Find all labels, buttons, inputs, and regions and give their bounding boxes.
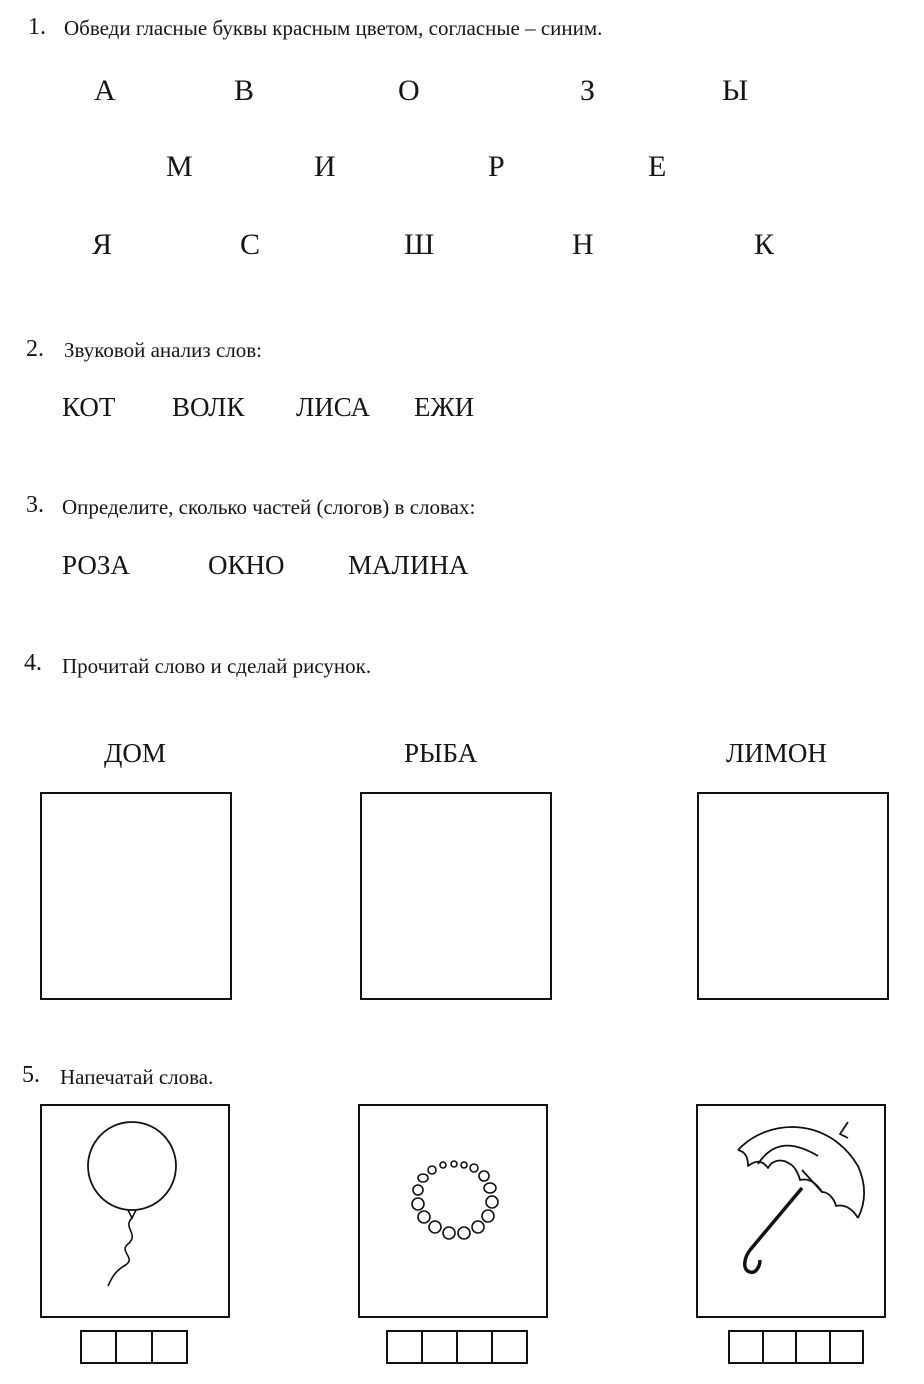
letter[interactable]: З (580, 74, 596, 107)
letter-cell[interactable] (458, 1332, 493, 1362)
task5-text: Напечатай слова. (60, 1065, 214, 1089)
letter-cells[interactable] (80, 1330, 188, 1364)
letter-cell[interactable] (423, 1332, 458, 1362)
word: КОТ (62, 392, 116, 422)
task3-number: 3. (26, 492, 44, 518)
picture-label: ДОМ (104, 738, 166, 768)
letter-cell[interactable] (82, 1332, 117, 1362)
letter-cells[interactable] (386, 1330, 528, 1364)
letter[interactable]: Н (572, 228, 594, 261)
letter[interactable]: Е (648, 150, 667, 183)
letter-cell[interactable] (117, 1332, 152, 1362)
beads-icon (360, 1106, 550, 1320)
drawing-box[interactable] (40, 792, 232, 1000)
umbrella-icon (698, 1106, 888, 1320)
letter-cell[interactable] (797, 1332, 831, 1362)
word: ЕЖИ (414, 392, 475, 422)
letter[interactable]: О (398, 74, 420, 107)
letter-cell[interactable] (388, 1332, 423, 1362)
letter[interactable]: С (240, 228, 261, 261)
letter[interactable]: А (94, 74, 116, 107)
letter[interactable]: Я (92, 228, 113, 261)
letter-cells[interactable] (728, 1330, 864, 1364)
letter-cell[interactable] (764, 1332, 798, 1362)
letter-cell[interactable] (153, 1332, 186, 1362)
task5-number: 5. (22, 1062, 40, 1088)
task4-text: Прочитай слово и сделай рисунок. (62, 654, 372, 678)
task1-text: Обведи гласные буквы красным цветом, согласные – синим. (64, 16, 603, 40)
letter[interactable]: И (314, 150, 336, 183)
letter[interactable]: В (234, 74, 255, 107)
word: РОЗА (62, 550, 130, 580)
word: ЛИСА (296, 392, 370, 422)
drawing-box[interactable] (360, 792, 552, 1000)
picture-label: РЫБА (404, 738, 478, 768)
letter-cell[interactable] (493, 1332, 526, 1362)
word: МАЛИНА (348, 550, 469, 580)
picture-box (696, 1104, 886, 1318)
balloon-icon (42, 1106, 232, 1320)
letter-cell[interactable] (831, 1332, 863, 1362)
letter-cell[interactable] (730, 1332, 764, 1362)
letter[interactable]: Ы (722, 74, 749, 107)
word: ВОЛК (172, 392, 245, 422)
picture-box (358, 1104, 548, 1318)
letter[interactable]: Ш (404, 228, 435, 261)
word: ОКНО (208, 550, 285, 580)
task3-text: Определите, сколько частей (слогов) в словах: (62, 495, 476, 519)
picture-box (40, 1104, 230, 1318)
letter[interactable]: М (166, 150, 193, 183)
picture-label: ЛИМОН (726, 738, 827, 768)
task4-number: 4. (24, 650, 42, 676)
task1-number: 1. (28, 14, 46, 40)
task2-number: 2. (26, 336, 44, 362)
drawing-box[interactable] (697, 792, 889, 1000)
letter[interactable]: К (754, 228, 775, 261)
task2-text: Звуковой анализ слов: (64, 338, 262, 362)
letter[interactable]: Р (488, 150, 505, 183)
